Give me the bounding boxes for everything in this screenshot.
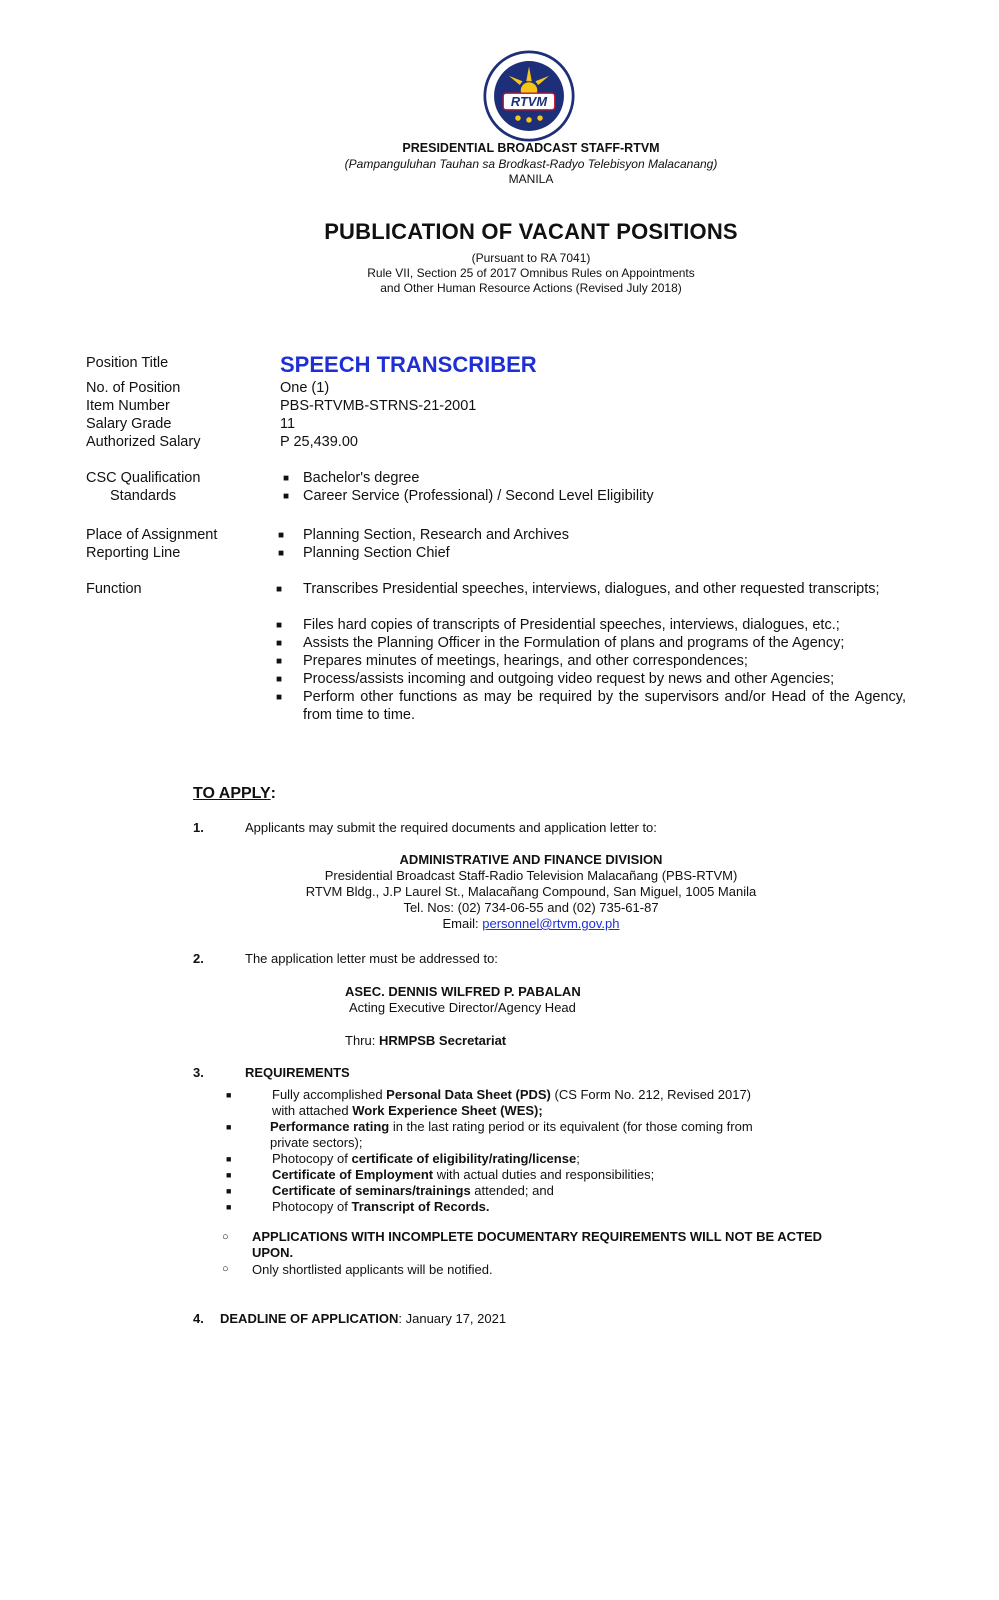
reporting-label: Reporting Line (86, 545, 181, 561)
bullet: ■ (276, 674, 283, 685)
note-shortlisted: Only shortlisted applicants will be notified. (252, 1262, 493, 1277)
division-line: RTVM Bldg., J.P Laurel St., Malacañang Compound, San Miguel, 1005 Manila (305, 884, 757, 899)
division-line: Tel. Nos: (02) 734-06-55 and (02) 735-61-87 (403, 900, 659, 915)
csc-item: Bachelor's degree (303, 470, 420, 486)
svg-text:RTVM: RTVM (510, 94, 548, 110)
authorized-salary: P 25,439.00 (280, 434, 358, 450)
step-number: 1. (193, 820, 204, 835)
requirement-eligibility: Photocopy of certificate of eligibility/rating/license; (272, 1151, 580, 1166)
requirements-heading: REQUIREMENTS (245, 1065, 350, 1080)
bullet: ■ (283, 491, 290, 502)
step1-text: Applicants may submit the required documents and application letter to: (245, 820, 657, 835)
email-line: Email: personnel@rtvm.gov.ph (442, 916, 620, 931)
bullet: ■ (226, 1170, 232, 1180)
bullet: ■ (278, 548, 285, 559)
csc-label: CSC Qualification (86, 470, 201, 486)
item-number: PBS-RTVMB-STRNS-21-2001 (280, 398, 477, 414)
bullet: ■ (276, 656, 283, 667)
division-name: ADMINISTRATIVE AND FINANCE DIVISION (399, 852, 663, 867)
salary-grade-label: Salary Grade (86, 416, 172, 432)
function-item: Prepares minutes of meetings, hearings, and other correspondences; (303, 653, 748, 669)
publication-line-1: (Pursuant to RA 7041) (471, 251, 591, 265)
step2-text: The application letter must be addressed to: (245, 951, 498, 966)
bullet: ■ (226, 1186, 232, 1196)
bullet: ■ (276, 584, 283, 595)
function-label: Function (86, 581, 142, 597)
circle-bullet: ○ (222, 1263, 229, 1275)
deadline-line: DEADLINE OF APPLICATION: January 17, 2021 (220, 1311, 507, 1326)
position-title-label: Position Title (86, 355, 169, 371)
bullet: ■ (276, 692, 283, 703)
email-link[interactable]: personnel@rtvm.gov.ph (482, 916, 620, 931)
function-item: Files hard copies of transcripts of Presidential speeches, interviews, dialogues, etc.; (303, 617, 840, 633)
salary-grade: 11 (280, 416, 296, 432)
function-item: Perform other functions as may be required by the supervisors and/or Head of the Agency, from time to time. (303, 689, 906, 723)
bullet: ■ (226, 1202, 232, 1212)
position-title: SPEECH TRANSCRIBER (280, 352, 537, 377)
requirement-pds: Fully accomplished Personal Data Sheet (PDS) (CS Form No. 212, Revised 2017) with attached Work Experience Sheet (WES); (272, 1087, 752, 1118)
item-number-label: Item Number (86, 398, 170, 414)
csc-item: Career Service (Professional) / Second Level Eligibility (303, 488, 654, 504)
place-label: Place of Assignment (86, 527, 218, 543)
publication-line-2: Rule VII, Section 25 of 2017 Omnibus Rules on Appointments (367, 266, 695, 280)
circle-bullet: ○ (222, 1231, 229, 1243)
thru-line: Thru: HRMPSB Secretariat (345, 1033, 507, 1048)
bullet: ■ (278, 530, 285, 541)
requirement-performance: Performance rating in the last rating period or its equivalent (for those coming from private sectors); (270, 1119, 753, 1150)
requirement-employment: Certificate of Employment with actual duties and responsibilities; (272, 1167, 655, 1182)
requirement-transcript: Photocopy of Transcript of Records. (272, 1199, 490, 1214)
position-count: One (1) (280, 380, 330, 396)
step-number: 4. (193, 1311, 204, 1326)
reporting-line: Planning Section Chief (303, 545, 450, 561)
requirement-seminars: Certificate of seminars/trainings attended; and (272, 1183, 554, 1198)
bullet: ■ (283, 473, 290, 484)
step-number: 2. (193, 951, 204, 966)
division-line: Presidential Broadcast Staff-Radio Television Malacañang (PBS-RTVM) (324, 868, 738, 883)
org-name: PRESIDENTIAL BROADCAST STAFF-RTVM (402, 141, 660, 155)
bullet: ■ (276, 620, 283, 631)
bullet: ■ (226, 1122, 232, 1132)
org-city: MANILA (508, 172, 554, 186)
publication-title: PUBLICATION OF VACANT POSITIONS (324, 219, 738, 244)
place-of-assignment: Planning Section, Research and Archives (303, 527, 569, 543)
note-incomplete: APPLICATIONS WITH INCOMPLETE DOCUMENTARY REQUIREMENTS WILL NOT BE ACTED UPON. (252, 1229, 823, 1260)
org-subtitle: (Pampanguluhan Tauhan sa Brodkast-Radyo Telebisyon Malacanang) (344, 157, 718, 171)
bullet: ■ (276, 638, 283, 649)
addressee-title: Acting Executive Director/Agency Head (349, 1000, 576, 1015)
function-item: Transcribes Presidential speeches, interviews, dialogues, and other requested transcripts; (303, 581, 880, 597)
bullet: ■ (226, 1154, 232, 1164)
to-apply-heading: TO APPLY: (193, 785, 276, 802)
csc-label-2: Standards (110, 488, 177, 504)
function-item: Process/assists incoming and outgoing video request by news and other Agencies; (303, 671, 835, 687)
position-count-label: No. of Position (86, 380, 181, 396)
step-number: 3. (193, 1065, 204, 1080)
addressee-name: ASEC. DENNIS WILFRED P. PABALAN (345, 984, 581, 999)
bullet: ■ (226, 1090, 232, 1100)
rtvm-logo (483, 50, 575, 142)
function-item: Assists the Planning Officer in the Formulation of plans and programs of the Agency; (303, 635, 845, 651)
publication-line-3: and Other Human Resource Actions (Revised July 2018) (380, 281, 682, 295)
authorized-salary-label: Authorized Salary (86, 434, 201, 450)
